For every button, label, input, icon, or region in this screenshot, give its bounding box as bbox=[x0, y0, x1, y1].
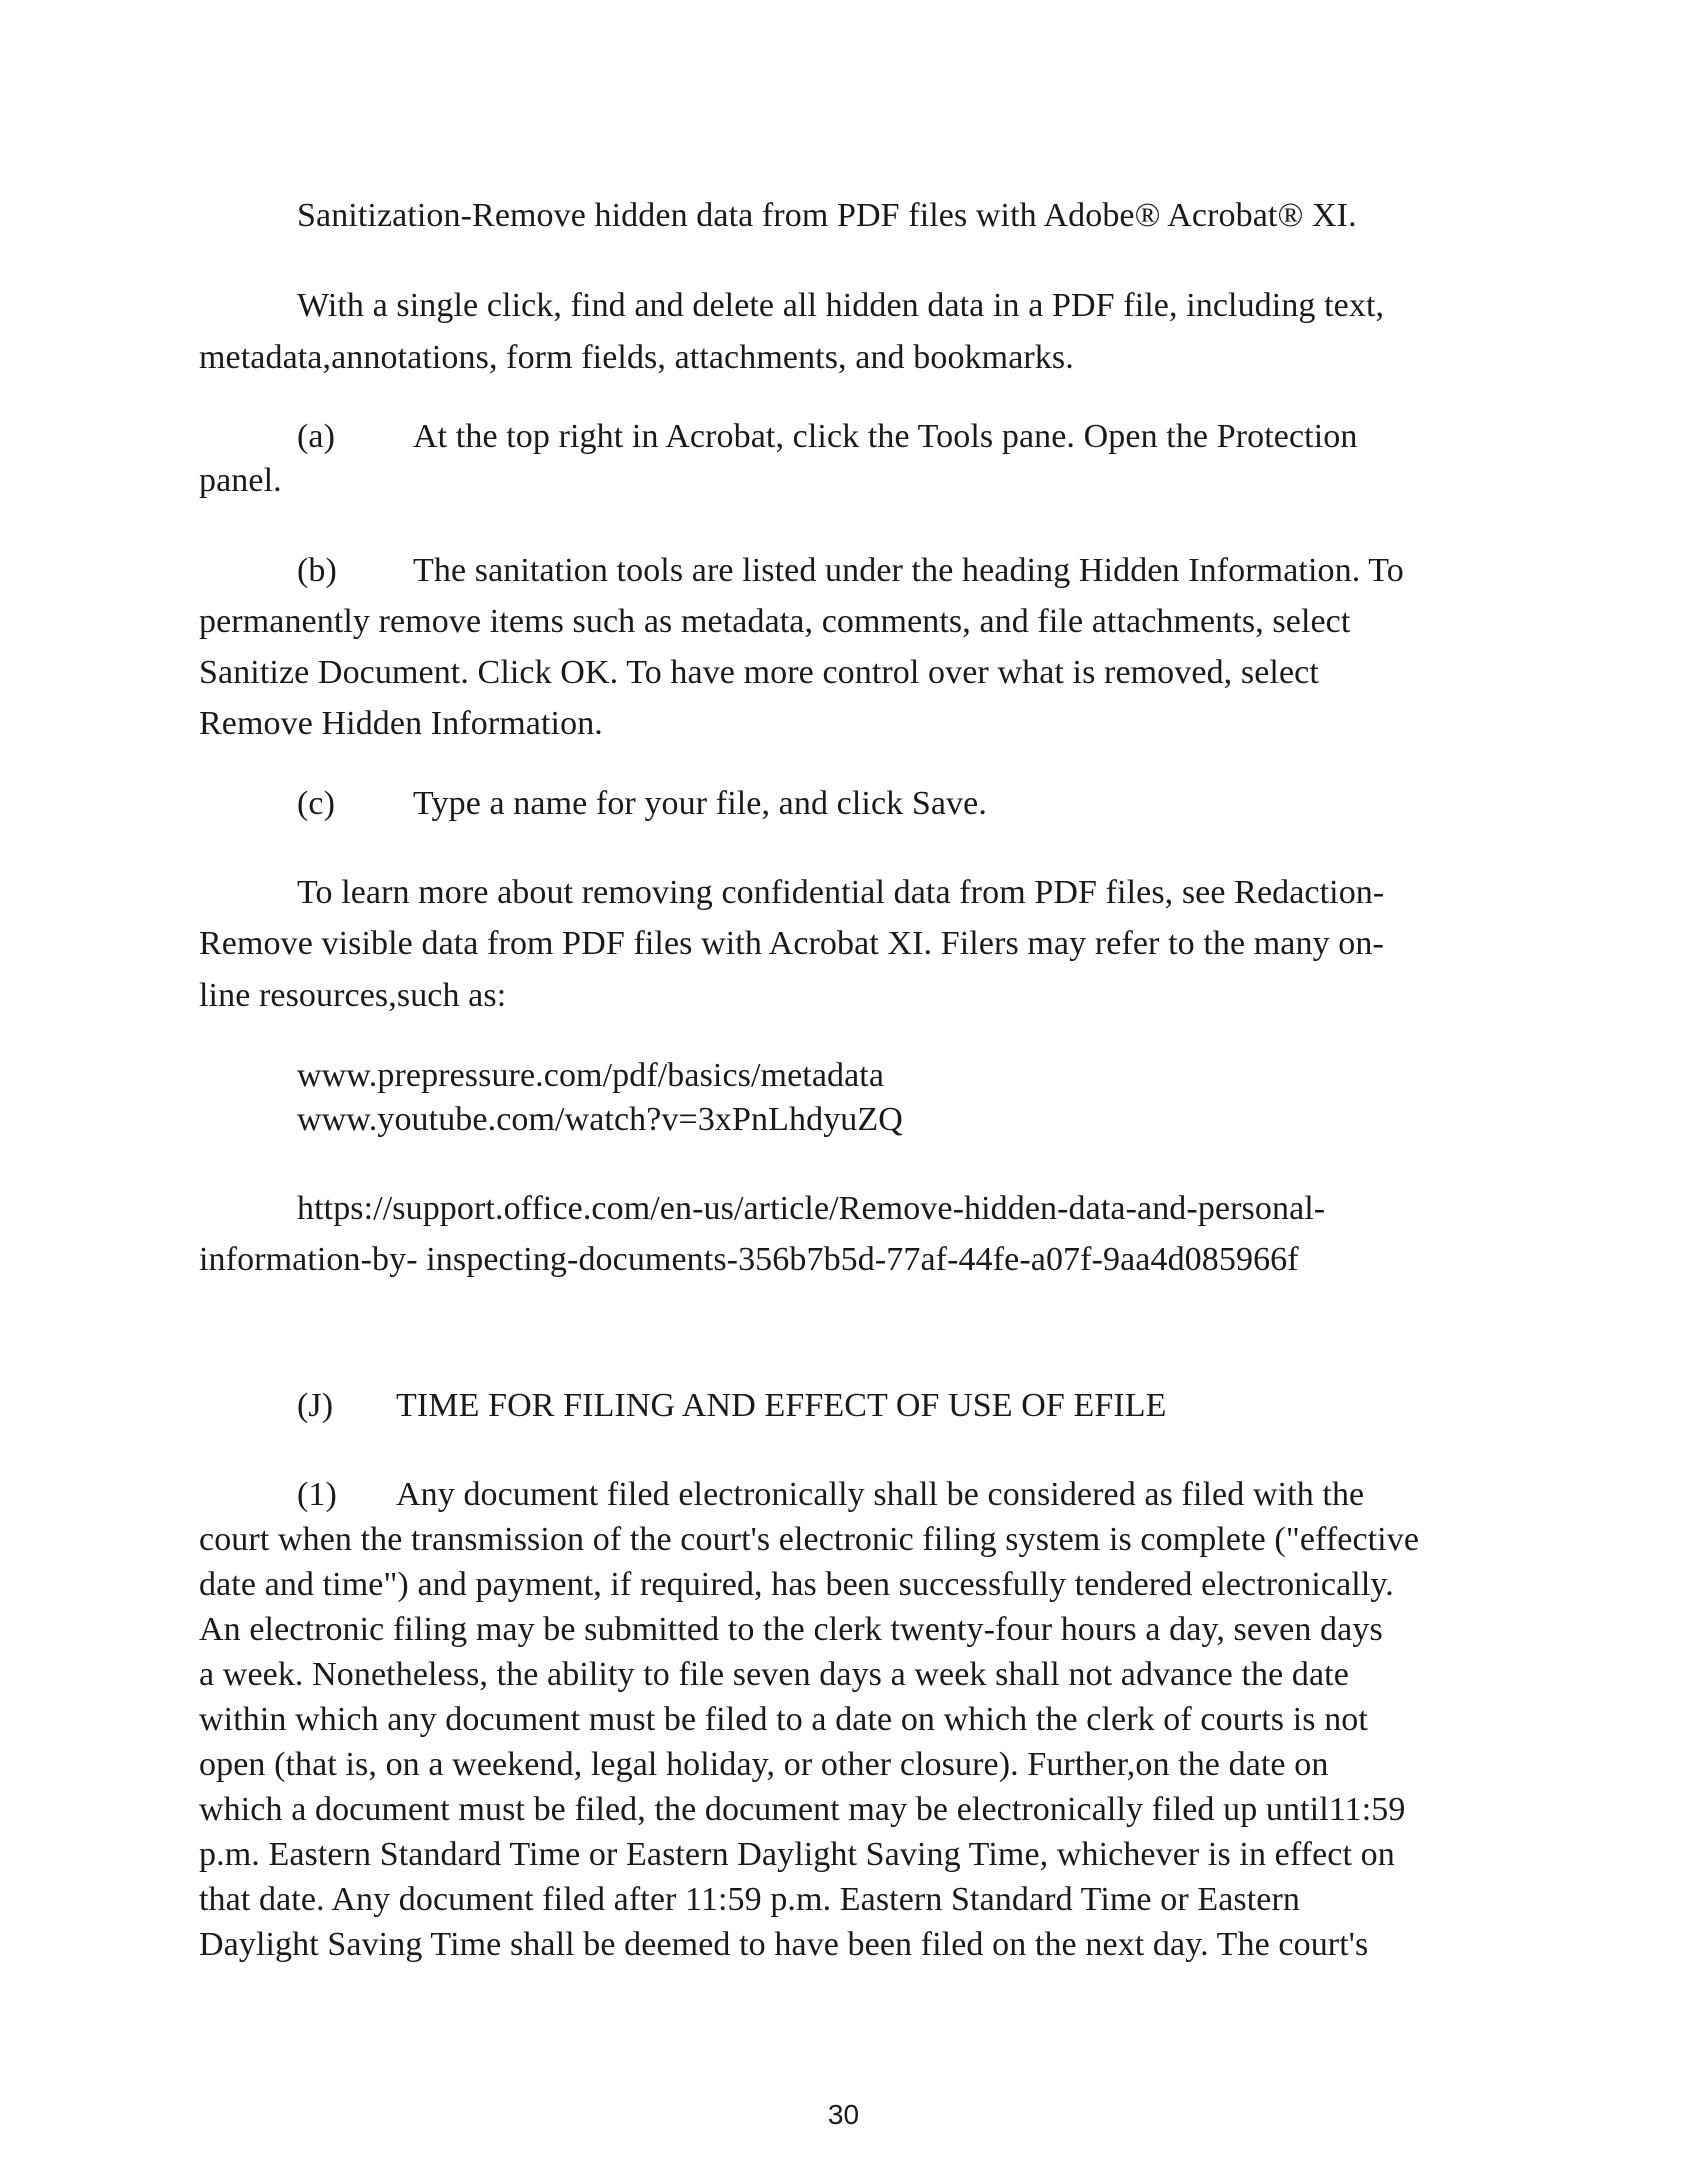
paragraph-1-line-5: a week. Nonetheless, the ability to file seven days a week shall not advance the date bbox=[199, 1656, 1349, 1693]
step-b-marker: (b) bbox=[297, 552, 337, 589]
step-b-line-4: Remove Hidden Information. bbox=[199, 705, 603, 742]
intro-line-1: With a single click, find and delete all hidden data in a PDF file, including text, bbox=[297, 287, 1385, 324]
paragraph-1-marker: (1) bbox=[297, 1476, 337, 1513]
section-j-marker: (J) bbox=[297, 1387, 334, 1424]
support-link-line-1: https://support.office.com/en-us/article/Remove-hidden-data-and-personal- bbox=[297, 1190, 1326, 1227]
step-c-line-1: Type a name for your file, and click Save. bbox=[413, 785, 987, 822]
learn-more-line-1: To learn more about removing confidential data from PDF files, see Redaction- bbox=[297, 874, 1385, 911]
paragraph-1-line-2: court when the transmission of the court's electronic filing system is complete ("effective bbox=[199, 1521, 1420, 1558]
paragraph-1-line-11: Daylight Saving Time shall be deemed to have been filed on the next day. The court's bbox=[199, 1926, 1369, 1963]
paragraph-1-line-4: An electronic filing may be submitted to the clerk twenty-four hours a day, seven days bbox=[199, 1611, 1383, 1648]
step-b-line-1: The sanitation tools are listed under the heading Hidden Information. To bbox=[413, 552, 1404, 589]
step-b-line-2: permanently remove items such as metadata, comments, and file attachments, select bbox=[199, 603, 1351, 640]
paragraph-1-line-1: Any document filed electronically shall be considered as filed with the bbox=[396, 1476, 1365, 1513]
step-a-line-1: At the top right in Acrobat, click the Tools pane. Open the Protection bbox=[413, 418, 1358, 455]
section-j-title: TIME FOR FILING AND EFFECT OF USE OF EFILE bbox=[396, 1387, 1167, 1424]
paragraph-1-line-7: open (that is, on a weekend, legal holiday, or other closure). Further,on the date on bbox=[199, 1746, 1329, 1783]
intro-line-2: metadata,annotations, form fields, attachments, and bookmarks. bbox=[199, 339, 1074, 376]
learn-more-line-3: line resources,such as: bbox=[199, 977, 507, 1014]
paragraph-1-line-10: that date. Any document filed after 11:59 p.m. Eastern Standard Time or Eastern bbox=[199, 1881, 1300, 1918]
paragraph-1-line-8: which a document must be filed, the document may be electronically filed up until11:59 bbox=[199, 1791, 1406, 1828]
paragraph-1-line-6: within which any document must be filed to a date on which the clerk of courts is not bbox=[199, 1701, 1368, 1738]
link-youtube: www.youtube.com/watch?v=3xPnLhdyuZQ bbox=[297, 1101, 903, 1138]
step-a-marker: (a) bbox=[297, 418, 336, 455]
step-a-line-2: panel. bbox=[199, 462, 282, 499]
support-link-line-2: information-by- inspecting-documents-356b7b5d-77af-44fe-a07f-9aa4d085966f bbox=[199, 1241, 1299, 1278]
step-c-marker: (c) bbox=[297, 785, 336, 822]
paragraph-1-line-9: p.m. Eastern Standard Time or Eastern Daylight Saving Time, whichever is in effect on bbox=[199, 1836, 1395, 1873]
link-prepressure: www.prepressure.com/pdf/basics/metadata bbox=[297, 1057, 885, 1094]
page-number: 30 bbox=[827, 2099, 860, 2130]
learn-more-line-2: Remove visible data from PDF files with Acrobat XI. Filers may refer to the many on- bbox=[199, 925, 1384, 962]
sanitization-heading: Sanitization-Remove hidden data from PDF files with Adobe® Acrobat® XI. bbox=[297, 197, 1357, 234]
paragraph-1-line-3: date and time") and payment, if required, has been successfully tendered electronically. bbox=[199, 1566, 1394, 1603]
step-b-line-3: Sanitize Document. Click OK. To have more control over what is removed, select bbox=[199, 654, 1319, 691]
